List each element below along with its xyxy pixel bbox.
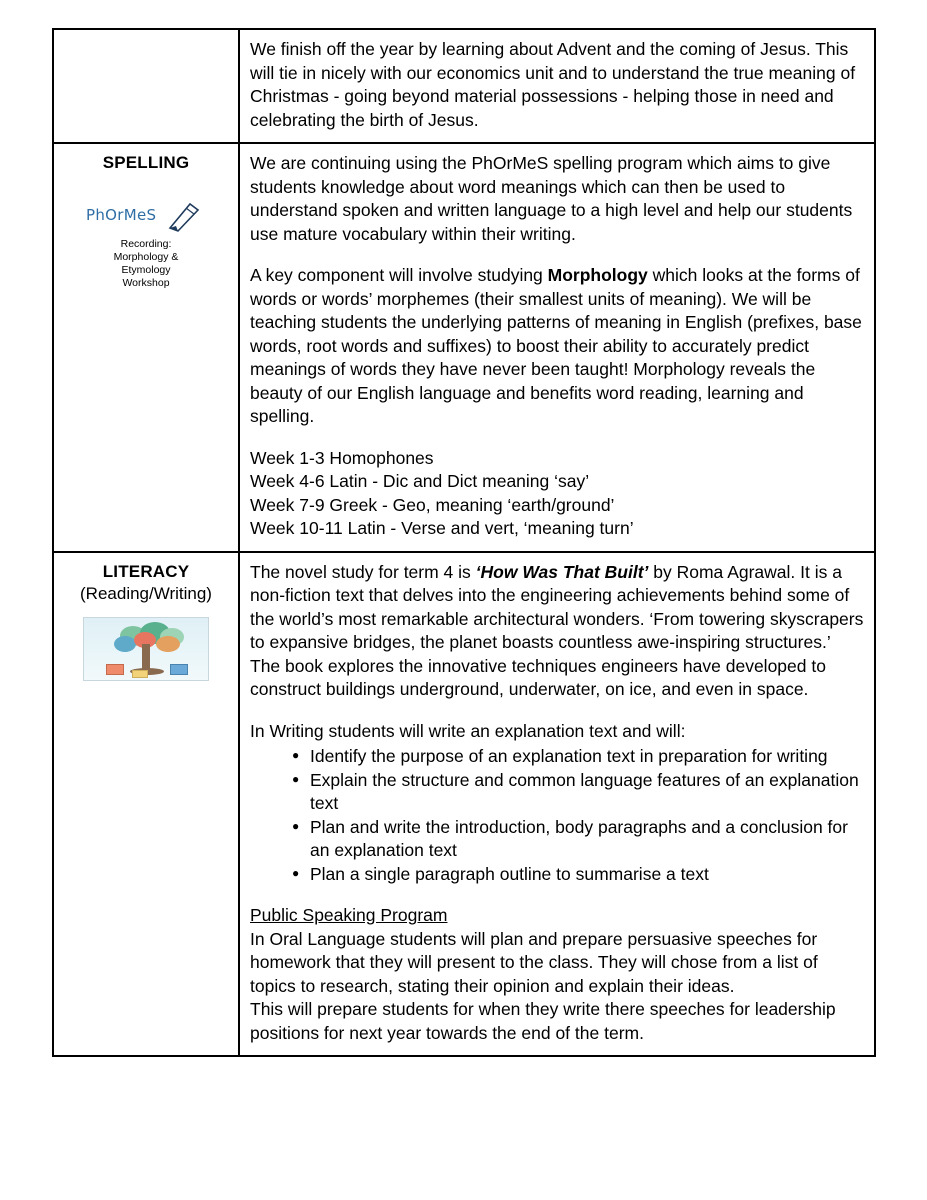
leadership-paragraph: This will prepare students for when they write there speeches for leadership positions for next year towards the end of the term. bbox=[250, 999, 836, 1043]
phormes-wordmark: PhOrMeS bbox=[86, 206, 157, 224]
spelling-week-2: Week 4-6 Latin - Dic and Dict meaning ‘say’ bbox=[250, 471, 590, 491]
table-row bbox=[53, 29, 875, 143]
spelling-week-4: Week 10-11 Latin - Verse and vert, ‘meaning turn’ bbox=[250, 518, 634, 538]
novel-title: ‘How Was That Built’ bbox=[475, 561, 649, 582]
row-label-cell-literacy bbox=[53, 552, 239, 1057]
spelling-para2-lead: A key component will involve studying bbox=[250, 265, 548, 285]
literacy-paragraph-1 bbox=[250, 561, 864, 702]
literacy-sublabel: (Reading/Writing) bbox=[80, 583, 212, 603]
list-item: ● Plan and write the introduction, body paragraphs and a conclusion for an explanation text bbox=[292, 816, 864, 863]
spelling-para2-rest: which looks at the forms of words or words’ morphemes (their smallest units of meaning). We will be teaching students the underlying patterns of meaning in English (prefixes, base words, root words and suffixes) to boost their ability to accurately predict meanings of words they have never been taught! Morphology reveals the beauty of our English language and benefits word reading, learning and spelling. bbox=[250, 265, 862, 426]
phormes-caption bbox=[84, 238, 208, 290]
curriculum-table bbox=[52, 28, 876, 1057]
public-speaking-subheading: Public Speaking Program bbox=[250, 905, 448, 925]
tree-leaf-icon bbox=[114, 636, 136, 652]
book-icon bbox=[106, 664, 124, 675]
row-label-cell-spelling bbox=[53, 143, 239, 552]
spelling-paragraph-2 bbox=[250, 264, 864, 429]
religion-paragraph: We finish off the year by learning about Advent and the coming of Jesus. This will tie in nicely with our economics unit and to understand the true meaning of Christmas - going beyond material possessions - helping those in need and celebrating the birth of Jesus. bbox=[250, 39, 856, 130]
phormes-caption-line2: Morphology & bbox=[113, 251, 179, 263]
writing-objectives-list bbox=[250, 745, 864, 886]
list-item: ● Plan a single paragraph outline to summarise a text bbox=[292, 863, 864, 887]
book-icon bbox=[170, 664, 188, 675]
oral-language-paragraph: In Oral Language students will plan and prepare persuasive speeches for homework that they will present to the class. They will chose from a list of topics to research, stating their opinion and explain their ideas. bbox=[250, 928, 818, 996]
tree-leaf-icon bbox=[156, 636, 180, 652]
table-row bbox=[53, 143, 875, 552]
phormes-logo bbox=[84, 200, 208, 290]
novel-study-lead: The novel study for term 4 is bbox=[250, 561, 476, 582]
phormes-mark bbox=[84, 200, 208, 234]
phormes-caption-line3: Etymology bbox=[121, 264, 171, 276]
pen-nib-icon bbox=[166, 200, 202, 232]
morphology-term: Morphology bbox=[547, 265, 648, 285]
row-content-cell-spelling bbox=[239, 143, 875, 552]
row-content-cell-literacy bbox=[239, 552, 875, 1057]
novel-study-rest: by Roma Agrawal. It is a non-fiction text that delves into the engineering achievements behind some of the world’s most remarkable architectural wonders. ‘From towering skyscrapers to expansive bridges, the planet boasts countless awe-inspiring structures.’ The book explores the innovative techniques engineers have developed to construct buildings underground, underwater, on ice, and even in space. bbox=[250, 561, 864, 699]
row-label-cell-continuation bbox=[53, 29, 239, 143]
spelling-paragraph-1: We are continuing using the PhOrMeS spelling program which aims to give students knowledge about word meanings which can then be used to understand spoken and written language to a high level and help our students use mature vocabulary within their writing. bbox=[250, 153, 853, 244]
phormes-caption-line1: Recording: bbox=[120, 238, 172, 250]
phormes-caption-line4: Workshop bbox=[122, 277, 170, 289]
spelling-week-1: Week 1-3 Homophones bbox=[250, 447, 434, 468]
book-icon bbox=[132, 670, 148, 678]
literacy-label: LITERACY bbox=[102, 561, 190, 581]
spelling-label: SPELLING bbox=[102, 153, 190, 172]
row-content-cell-continuation bbox=[239, 29, 875, 143]
list-item: ● Identify the purpose of an explanation text in preparation for writing bbox=[292, 745, 864, 769]
list-item: ● Explain the structure and common language features of an explanation text bbox=[292, 769, 864, 816]
writing-intro: In Writing students will write an explanation text and will: bbox=[250, 720, 686, 741]
table-row bbox=[53, 552, 875, 1057]
spelling-week-3: Week 7-9 Greek - Geo, meaning ‘earth/ground’ bbox=[250, 494, 615, 515]
literacy-tree-image bbox=[83, 617, 209, 681]
